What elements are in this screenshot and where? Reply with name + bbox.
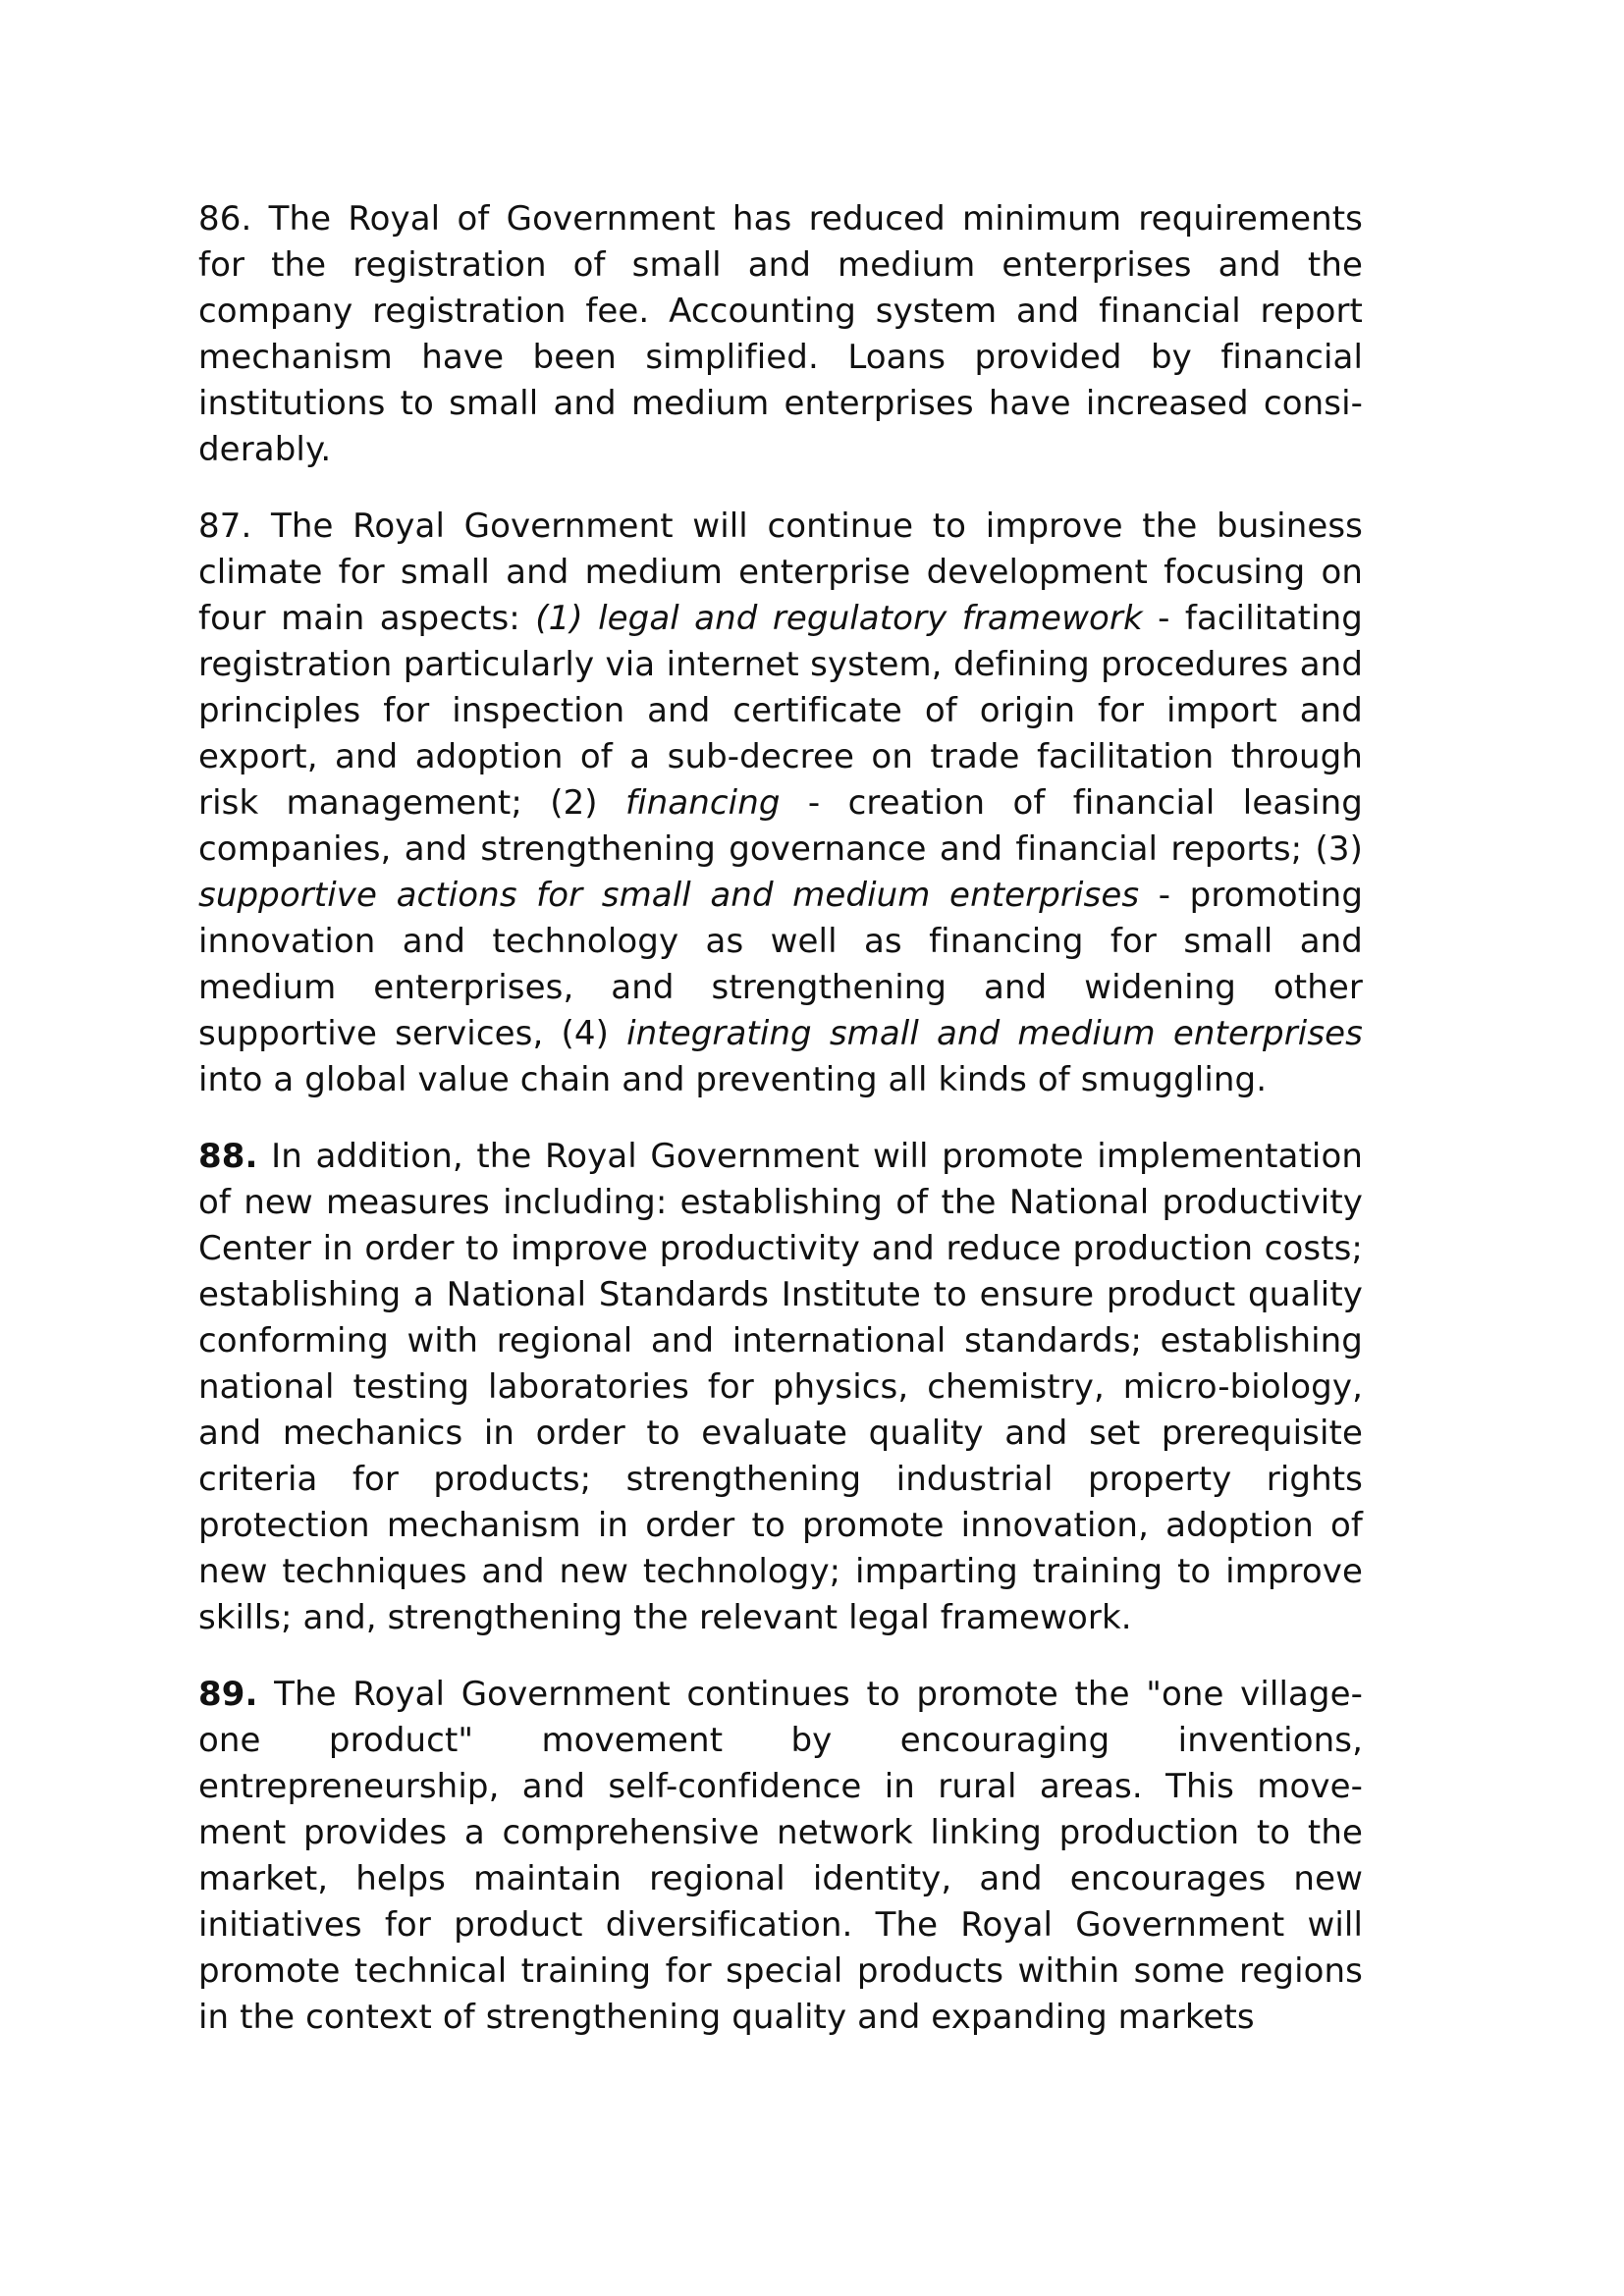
- paragraph-88: [198, 1134, 1363, 1641]
- paragraph-number: 86.: [198, 199, 252, 239]
- italic-term: integrating small and medium enterprises: [626, 1014, 1363, 1053]
- paragraph-text: into a global value chain and preventing all kinds of smuggling.: [198, 1060, 1268, 1099]
- paragraph-text: The Royal Government will continue to improve the business climate for small and medium enterprise development focusing on four main aspects:: [198, 507, 1363, 638]
- document-body: [198, 196, 1363, 2071]
- paragraph-number: 87.: [198, 507, 252, 546]
- paragraph-number: 89.: [198, 1675, 258, 1714]
- paragraph-87: [198, 504, 1363, 1103]
- italic-term: financing: [625, 783, 781, 823]
- paragraph-86: [198, 196, 1363, 473]
- paragraph-number: 88.: [198, 1137, 258, 1176]
- italic-term: (1) legal and regulatory framework: [535, 599, 1143, 638]
- paragraph-text: In addition, the Royal Government will promote implementation of new measures including: establishing of the National productivity Center in order to improve productivity and reduce production costs; establishing a National Standards Institute to ensure product quality conforming with regional and international standards; establishing national testing laboratories for physics, chemistry, micro-biology, and mechanics in order to evaluate quality and set prerequisite criteria for products; strengthening industrial property rights protection mechanism in order to promote innovation, adoption of new techniques and new technology; imparting training to improve skills; and, strengthening the relevant legal framework.: [198, 1137, 1363, 1637]
- paragraph-text: - facilitating registration particularly via internet system, defining procedures and principles for inspection and certificate of origin for import and export, and adoption of a sub-decree on trade facilitation through risk management; (2): [198, 599, 1363, 823]
- paragraph-text: The Royal of Government has reduced minimum requirements for the registration of small and medium enterprises and the company registration fee. Accounting system and financial report mechanism have been simplified. Loans provided by financial institutions to small and medium enterprises have increased consi-derably.: [198, 199, 1363, 469]
- paragraph-text: The Royal Government continues to promote the "one village-one product" movement by encouraging inventions, entrepreneurship, and self-confidence in rural areas. This move-ment provides a comprehensive network linking production to the market, helps maintain regional identity, and encourages new initiatives for product diversification. The Royal Government will promote technical training for special products within some regions in the context of strengthening quality and expanding markets: [198, 1675, 1363, 2037]
- paragraph-89: [198, 1672, 1363, 2041]
- italic-term: supportive actions for small and medium enterprises: [198, 876, 1140, 915]
- paragraph-text: - promoting innovation and technology as well as financing for small and medium enterprises, and strengthening and widening other supportive services, (4): [198, 876, 1363, 1053]
- paragraph-text: - creation of financial leasing companies, and strengthening governance and financial reports; (3): [198, 783, 1363, 869]
